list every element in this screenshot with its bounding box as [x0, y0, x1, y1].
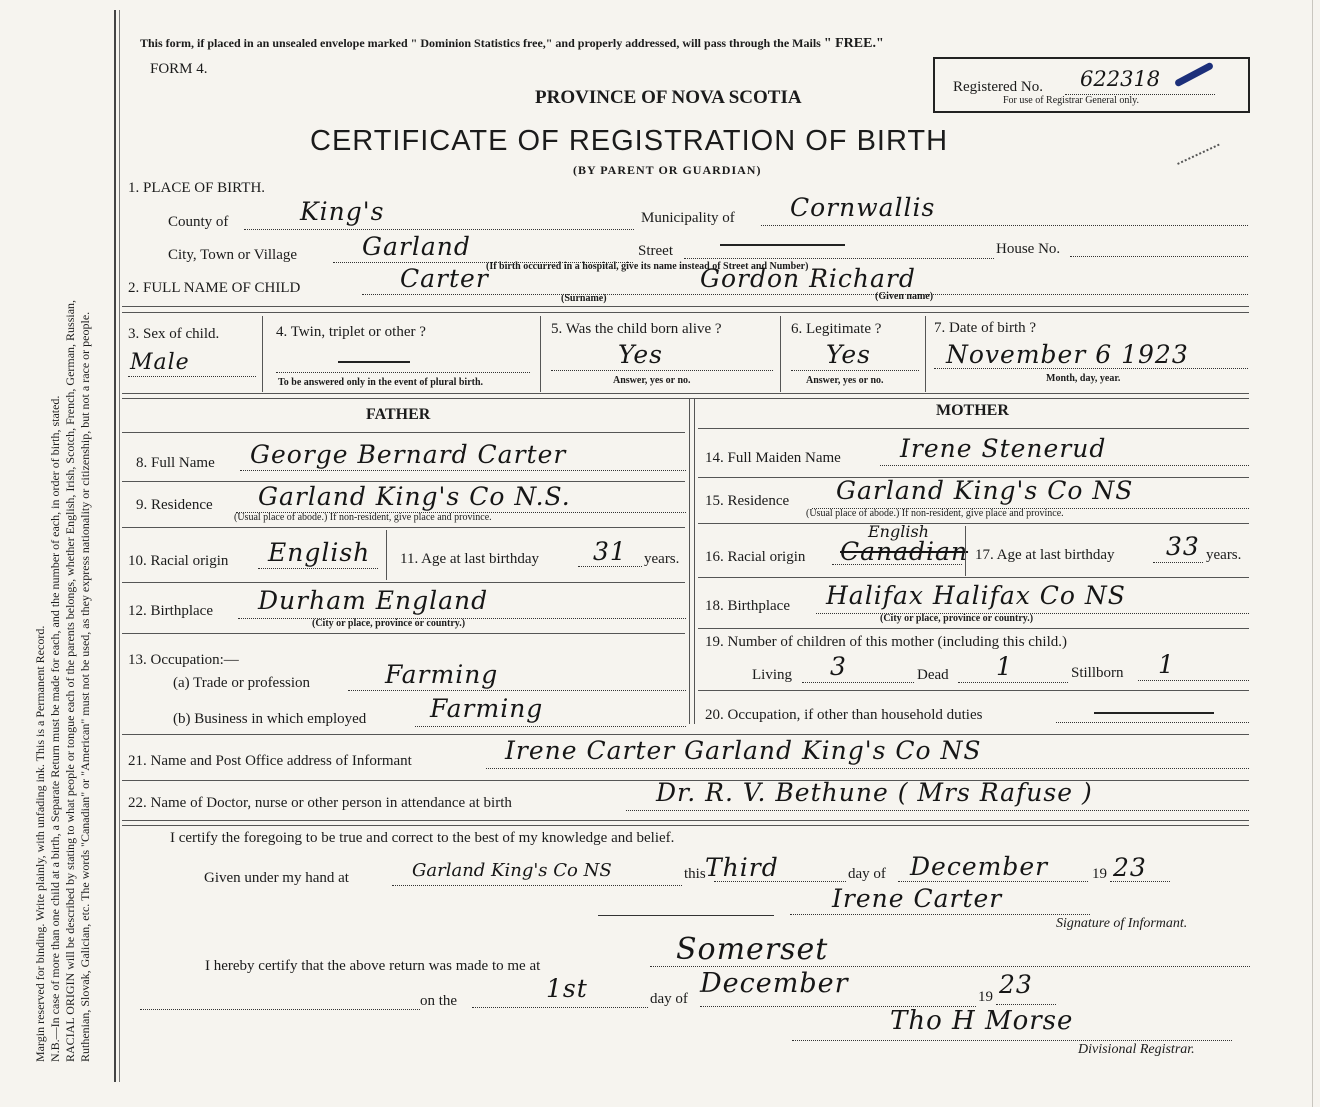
- registrar-statement: I hereby certify that the above return was made to me at: [205, 958, 541, 974]
- dead-label: Dead: [917, 667, 949, 683]
- street-dash: [720, 244, 845, 246]
- registrar-year-value: 23: [999, 970, 1033, 999]
- alive-value: Yes: [618, 340, 663, 369]
- child-name-label: 2. FULL NAME OF CHILD: [128, 280, 301, 296]
- registrar-month-value: December: [700, 968, 849, 999]
- father-age-label: 11. Age at last birthday: [400, 551, 539, 567]
- trade-value: Farming: [385, 660, 499, 689]
- mother-racial-label: 16. Racial origin: [705, 549, 806, 565]
- twin-note: To be answered only in the event of plural birth.: [278, 377, 484, 388]
- margin-note-2: N.B.—In case of more than one child at a birth, a Separate Return must be made for each, and the number of each, in order of birth, stated.: [48, 395, 62, 1062]
- mother-age-unit: years.: [1206, 547, 1242, 563]
- mother-birthplace-value: Halifax Halifax Co NS: [826, 581, 1126, 610]
- pen-mark-icon: [1170, 129, 1219, 165]
- mother-name-label: 14. Full Maiden Name: [705, 450, 841, 466]
- mother-residence-note: (Usual place of abode.) If non-resident, give place and province.: [806, 508, 1064, 519]
- form-number: FORM 4.: [150, 61, 208, 77]
- mother-heading: MOTHER: [936, 402, 1009, 419]
- municipality-value: Cornwallis: [790, 193, 936, 222]
- legitimate-value: Yes: [826, 340, 871, 369]
- dob-label: 7. Date of birth ?: [934, 320, 1037, 336]
- trade-label: (a) Trade or profession: [173, 675, 311, 691]
- registrar-year-prefix: 19: [978, 989, 993, 1005]
- registered-box: [933, 57, 1250, 113]
- mother-racial-value: Canadian: [840, 537, 969, 566]
- sex-label: 3. Sex of child.: [128, 326, 220, 342]
- signature-blank-line: [598, 915, 774, 916]
- registrar-place-value: Somerset: [676, 932, 829, 967]
- doctor-label: 22. Name of Doctor, nurse or other person in attendance at birth: [128, 795, 512, 811]
- certify-statement: I certify the foregoing to be true and correct to the best of my knowledge and belief.: [170, 830, 675, 846]
- margin-note-4: Ruthenian, Slovak, Galician, etc. The words "Canadian" or "American" must not be used, as they express nationality or citizenship, but not a race or people.: [78, 311, 92, 1062]
- margin-notes: [33, 300, 93, 1062]
- mother-occupation-dash: [1094, 712, 1214, 714]
- mother-residence-value: Garland King's Co NS: [836, 476, 1134, 505]
- child-surname-value: Carter: [400, 264, 489, 293]
- informant-value: Irene Carter Garland King's Co NS: [505, 736, 982, 765]
- mother-residence-label: 15. Residence: [705, 493, 790, 509]
- registrar-signature-caption: Divisional Registrar.: [1078, 1042, 1195, 1057]
- living-value: 3: [830, 652, 847, 681]
- mail-note: This form, if placed in an unsealed envelope marked " Dominion Statistics free," and properly addressed, will pass through the Mails " FREE.": [140, 36, 884, 51]
- living-label: Living: [752, 667, 792, 683]
- father-residence-note: (Usual place of abode.) If non-resident, give place and province.: [234, 512, 492, 523]
- sex-value: Male: [130, 350, 190, 375]
- registrar-day-of-label: day of: [650, 991, 688, 1007]
- county-value: King's: [300, 197, 385, 226]
- registrar-signature: Tho H Morse: [890, 1006, 1074, 1036]
- mother-age-value: 33: [1166, 532, 1200, 561]
- father-age-unit: years.: [644, 551, 680, 567]
- house-label: House No.: [996, 241, 1061, 257]
- child-given-value: Gordon Richard: [700, 264, 916, 293]
- province-heading: PROVINCE OF NOVA SCOTIA: [535, 87, 802, 108]
- mother-name-value: Irene Stenerud: [900, 434, 1107, 463]
- margin-note-3: RACIAL ORIGIN will be described by stating to what people or tongue each of the parents belongs, whether English, Irish, Scotch, French, German, Russian,: [63, 299, 77, 1062]
- legitimate-label: 6. Legitimate ?: [791, 321, 882, 337]
- given-day-of-label: day of: [848, 866, 886, 882]
- given-under-label: Given under my hand at: [204, 870, 349, 886]
- given-caption: (Given name): [875, 291, 934, 302]
- city-value: Garland: [362, 232, 471, 261]
- dob-value: November 6 1923: [946, 340, 1189, 369]
- father-name-value: George Bernard Carter: [250, 440, 567, 469]
- mother-birthplace-label: 18. Birthplace: [705, 598, 790, 614]
- given-place-value: Garland King's Co NS: [412, 860, 612, 881]
- county-label: County of: [168, 214, 229, 230]
- street-label: Street: [638, 243, 673, 259]
- father-birthplace-value: Durham England: [258, 586, 489, 615]
- stillborn-value: 1: [1158, 650, 1175, 679]
- mother-age-label: 17. Age at last birthday: [975, 547, 1115, 563]
- given-year-prefix: 19: [1092, 866, 1107, 882]
- municipality-label: Municipality of: [641, 210, 735, 226]
- registrar-day-value: 1st: [546, 974, 588, 1003]
- margin-note-1: Margin reserved for binding. Write plainly, with unfading ink. This is a Permanent Record.: [33, 625, 47, 1062]
- business-label: (b) Business in which employed: [173, 711, 367, 727]
- twin-dash: [338, 361, 410, 363]
- informant-signature: Irene Carter: [832, 884, 1003, 913]
- father-residence-value: Garland King's Co N.S.: [258, 482, 571, 511]
- margin-rule: [114, 10, 116, 1082]
- page-title: CERTIFICATE OF REGISTRATION OF BIRTH: [310, 125, 949, 157]
- children-label: 19. Number of children of this mother (including this child.): [705, 634, 1068, 650]
- given-day-value: Third: [705, 853, 779, 882]
- occupation-label: 13. Occupation:—: [128, 652, 239, 668]
- on-the-label: on the: [420, 993, 458, 1009]
- business-value: Farming: [430, 694, 544, 723]
- registered-label: Registered No.: [953, 79, 1043, 95]
- mother-racial-correction: English: [868, 522, 929, 541]
- city-label: City, Town or Village: [168, 247, 298, 263]
- mother-occupation-label: 20. Occupation, if other than household duties: [705, 707, 983, 723]
- surname-caption: (Surname): [561, 293, 607, 304]
- father-name-label: 8. Full Name: [136, 455, 215, 471]
- place-of-birth-heading: 1. PLACE OF BIRTH.: [128, 180, 266, 196]
- mother-birthplace-note: (City or place, province or country.): [880, 613, 1034, 624]
- this-label: this: [684, 866, 706, 882]
- father-heading: FATHER: [366, 406, 431, 423]
- registered-check-mark: [1174, 62, 1214, 88]
- mail-free: " FREE.": [823, 36, 884, 51]
- registered-value: 622318: [1080, 67, 1161, 91]
- stillborn-label: Stillborn: [1071, 665, 1124, 681]
- dead-value: 1: [996, 652, 1013, 681]
- registrar-note: For use of Registrar General only.: [1003, 95, 1139, 106]
- father-birthplace-label: 12. Birthplace: [128, 603, 213, 619]
- given-year-value: 23: [1113, 853, 1147, 882]
- page-subtitle: (BY PARENT OR GUARDIAN): [573, 163, 762, 177]
- legitimate-note: Answer, yes or no.: [806, 375, 884, 386]
- father-birthplace-note: (City or place, province or country.): [312, 618, 466, 629]
- informant-label: 21. Name and Post Office address of Informant: [128, 753, 412, 769]
- alive-label: 5. Was the child born alive ?: [551, 321, 722, 337]
- father-racial-label: 10. Racial origin: [128, 553, 229, 569]
- given-month-value: December: [910, 852, 1049, 881]
- informant-signature-caption: Signature of Informant.: [1056, 916, 1188, 931]
- father-racial-value: English: [268, 538, 371, 567]
- father-residence-label: 9. Residence: [136, 497, 213, 513]
- twin-label: 4. Twin, triplet or other ?: [276, 324, 426, 340]
- hospital-note: (If birth occurred in a hospital, give its name instead of Street and Number): [486, 261, 809, 272]
- alive-note: Answer, yes or no.: [613, 375, 691, 386]
- margin-rule-inner: [119, 10, 120, 1082]
- doctor-value: Dr. R. V. Bethune ( Mrs Rafuse ): [656, 778, 1093, 807]
- dob-note: Month, day, year.: [1046, 373, 1121, 384]
- father-age-value: 31: [593, 537, 627, 566]
